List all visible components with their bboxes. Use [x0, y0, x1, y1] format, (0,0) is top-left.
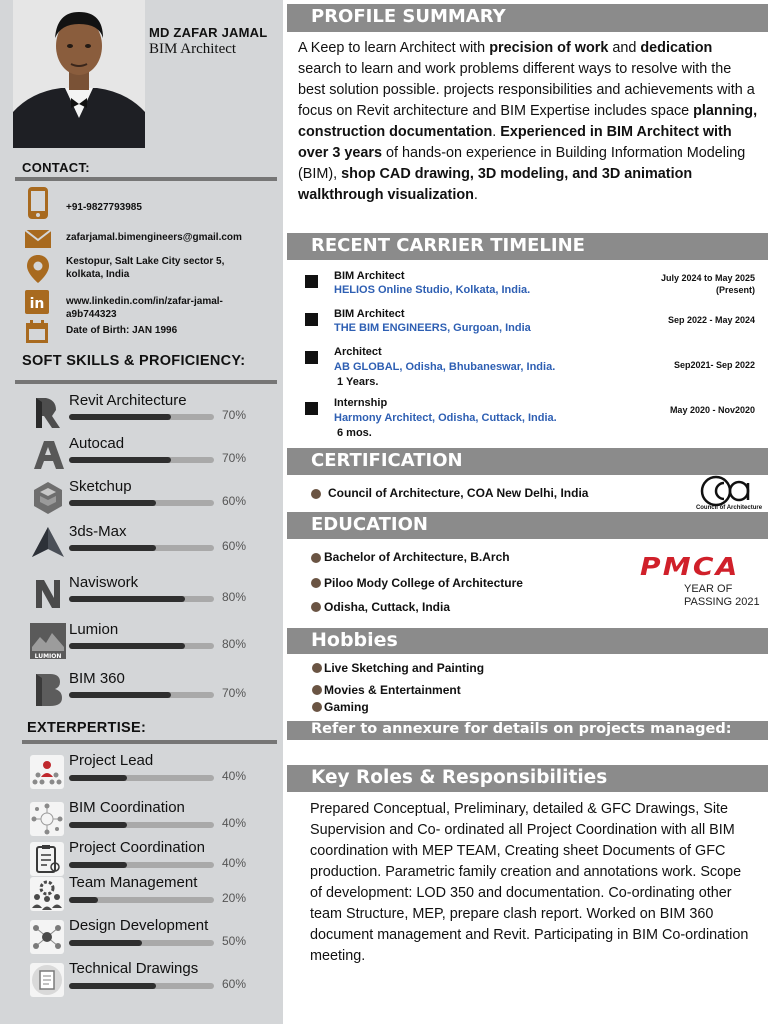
education-band — [287, 512, 768, 539]
annexure-band — [287, 721, 768, 740]
expertise-bar-fill — [69, 940, 142, 946]
skill-bar — [69, 500, 214, 506]
skill-bim360 — [30, 672, 270, 718]
skill-percent: 80% — [222, 637, 247, 651]
expertise-percent: 50% — [222, 934, 247, 948]
timeline-role: Architect — [334, 346, 382, 358]
profile-summary-text: A Keep to learn Architect with precision of work and dedication search to learn and work problems different ways to resolve with the best solution possible. projects responsibilities and achievements with a focus on Revit architecture and BIM Expertise includes space planning, construction documentation. Experienced in BIM Architect with over 3 years of hands-on experience in Building Information Modeling (BIM), shop CAD drawing, 3D modeling, and 3D animation walkthrough visualization. — [298, 40, 758, 203]
expertise-percent: 60% — [222, 977, 247, 991]
hobby-bullet — [312, 685, 322, 695]
timeline-item — [305, 346, 755, 386]
expertise-bar-fill — [69, 822, 127, 828]
education-bullet — [311, 578, 321, 588]
timeline-date — [668, 314, 755, 326]
expertise-name: Project Lead — [69, 752, 154, 769]
skill-percent: 70% — [222, 408, 247, 422]
timeline-duration: 1 Years. — [337, 376, 379, 388]
roles-text: Prepared Conceptual, Preliminary, detailed & GFC Drawings, Site Supervision and Co- ordinated all Project Coordination with all BIM coordination with MEP TEAM, Creating sheet Documents of GFC production. Parametric family creation and annotations work. Scope of development: LOD 350 and documentation. Co-ordinating other team Structure, MEP, prepare clash report. Worked on BIM 360 document management and Revit. Participating in BIM Co-ordination meeting. — [310, 801, 749, 964]
bim-network-icon — [30, 802, 64, 836]
bim360-icon — [30, 672, 66, 708]
location-pin-icon — [25, 254, 51, 280]
calendar-icon — [25, 320, 51, 346]
lumion-icon-text: LUMION — [34, 653, 62, 659]
expertise-name: Project Coordination — [69, 839, 205, 856]
expertise-team-management — [30, 874, 270, 917]
expertise-heading: EXTERPERTISE: — [27, 720, 147, 736]
timeline-role: BIM Architect — [334, 308, 405, 320]
contact-divider — [15, 177, 277, 181]
skill-percent: 70% — [222, 451, 247, 465]
skill-name: Naviswork — [69, 574, 139, 591]
certification-bullet — [311, 489, 321, 499]
design-network-icon — [30, 920, 64, 954]
skill-bar-fill — [69, 457, 171, 463]
expertise-percent: 20% — [222, 891, 247, 905]
expertise-name: Design Development — [69, 917, 209, 934]
skill-bar-fill — [69, 596, 185, 602]
hobby-bullet — [312, 702, 322, 712]
address-line-1: Kestopur, Salt Lake City sector 5, — [66, 256, 225, 267]
skill-revit — [30, 394, 270, 440]
date-of-birth: Date of Birth: JAN 1996 — [66, 325, 178, 336]
education-bullet — [311, 602, 321, 612]
expertise-name: Team Management — [69, 874, 198, 891]
autocad-icon — [30, 437, 66, 473]
certification-band — [287, 448, 768, 475]
skill-bar-fill — [69, 500, 156, 506]
phone-icon — [27, 186, 49, 220]
skill-name: Sketchup — [69, 478, 132, 495]
timeline-date-line-1: July 2024 to May 2025 — [660, 273, 755, 283]
timeline-company: HELIOS Online Studio, Kolkata, India. — [334, 284, 531, 296]
education-heading: EDUCATION — [311, 514, 428, 535]
contact-heading: CONTACT: — [22, 160, 90, 175]
pmca-logo: PMCA — [640, 552, 740, 581]
timeline-date-line-1: Sep 2022 - May 2024 — [667, 315, 755, 325]
skill-bar-fill — [69, 692, 171, 698]
hobbies-band — [287, 628, 768, 654]
skill-percent: 80% — [222, 590, 247, 604]
timeline-role: Internship — [334, 397, 388, 409]
address-line-2: kolkata, India — [66, 269, 130, 280]
skill-percent: 60% — [222, 494, 247, 508]
person-name: MD ZAFAR JAMAL — [149, 25, 268, 40]
team-lead-icon — [30, 755, 64, 789]
timeline-item — [305, 397, 755, 437]
phone-number[interactable]: +91-9827793985 — [66, 202, 142, 213]
expertise-bar-fill — [69, 983, 156, 989]
skill-bar — [69, 692, 214, 698]
skills-heading: SOFT SKILLS & PROFICIENCY: — [22, 353, 246, 369]
expertise-name: Technical Drawings — [69, 960, 199, 977]
expertise-bar — [69, 862, 214, 868]
skill-bar-fill — [69, 643, 185, 649]
timeline-band — [287, 233, 768, 260]
skill-3ds-max — [30, 525, 270, 571]
skill-bar — [69, 457, 214, 463]
timeline-bullet — [305, 402, 318, 415]
timeline-item — [305, 308, 755, 348]
year-of-passing-line-1: YEAR OF — [684, 583, 733, 595]
roles-band — [287, 765, 768, 792]
profile-summary-band — [287, 4, 768, 32]
skill-bar — [69, 596, 214, 602]
skill-name: BIM 360 — [69, 670, 125, 687]
education-item: Bachelor of Architecture, B.Arch — [324, 550, 510, 564]
coa-logo-caption: Council of Architecture — [695, 505, 763, 511]
skill-name: Autocad — [69, 435, 125, 452]
skill-navisworks — [30, 576, 270, 622]
expertise-bar — [69, 940, 214, 946]
annexure-note: Refer to annexure for details on projects managed: — [311, 721, 732, 737]
expertise-bar — [69, 775, 214, 781]
expertise-design-development — [30, 917, 270, 960]
hobbies-heading: Hobbies — [311, 629, 398, 651]
person-title: BIM Architect — [149, 41, 237, 57]
revit-icon — [30, 394, 66, 430]
timeline-item — [305, 270, 755, 310]
hobby-item: Gaming — [324, 700, 369, 714]
skill-bar-fill — [69, 545, 156, 551]
skills-divider — [15, 380, 277, 384]
expertise-percent: 40% — [222, 769, 247, 783]
timeline-date — [674, 359, 755, 371]
hobby-item: Live Sketching and Painting — [324, 661, 485, 675]
linkedin-url-line-2[interactable]: a9b744323 — [66, 309, 117, 320]
skill-bar — [69, 414, 214, 420]
expertise-divider — [22, 740, 277, 744]
skill-autocad — [30, 437, 270, 483]
education-item: Odisha, Cuttack, India — [324, 600, 451, 614]
svg-text:in: in — [29, 296, 45, 312]
email-address[interactable]: zafarjamal.bimengineers@gmail.com — [66, 232, 242, 243]
roles-heading: Key Roles & Responsibilities — [311, 767, 608, 788]
timeline-company: THE BIM ENGINEERS, Gurgoan, India — [334, 322, 531, 334]
certification-heading: CERTIFICATION — [311, 450, 463, 471]
expertise-project-lead — [30, 752, 270, 795]
expertise-bar — [69, 897, 214, 903]
hobby-bullet — [312, 663, 322, 673]
timeline-date — [661, 272, 755, 296]
skill-percent: 70% — [222, 686, 247, 700]
skill-name: 3ds-Max — [69, 523, 127, 540]
timeline-date-line-1: May 2020 - Nov2020 — [669, 405, 755, 415]
linkedin-url-line-1[interactable]: www.linkedin.com/in/zafar-jamal- — [66, 296, 223, 307]
lumion-icon — [30, 623, 66, 659]
profile-summary-heading: PROFILE SUMMARY — [311, 6, 506, 27]
skill-name: Revit Architecture — [69, 392, 187, 409]
timeline-bullet — [305, 275, 318, 288]
mail-icon — [25, 230, 51, 256]
team-gear-icon — [30, 877, 64, 911]
education-item: Piloo Mody College of Architecture — [324, 576, 523, 590]
education-bullet — [311, 553, 321, 563]
timeline-company: Harmony Architect, Odisha, Cuttack, India. — [334, 412, 557, 424]
skill-sketchup — [30, 480, 270, 526]
expertise-bar-fill — [69, 862, 127, 868]
expertise-bar-fill — [69, 897, 98, 903]
timeline-duration: 6 mos. — [337, 427, 372, 439]
expertise-bar — [69, 822, 214, 828]
profile-photo — [13, 0, 145, 148]
timeline-company: AB GLOBAL, Odisha, Bhubaneswar, India. — [334, 361, 556, 373]
expertise-bim-coordination — [30, 799, 270, 842]
clipboard-icon — [30, 842, 64, 876]
timeline-role: BIM Architect — [334, 270, 405, 282]
coa-logo — [690, 474, 768, 516]
sketchup-icon — [30, 480, 66, 516]
expertise-percent: 40% — [222, 816, 247, 830]
skill-bar-fill — [69, 414, 171, 420]
year-of-passing-line-2: PASSING 2021 — [684, 596, 760, 608]
expertise-name: BIM Coordination — [69, 799, 185, 816]
timeline-date-line-1: Sep2021- Sep 2022 — [673, 360, 755, 370]
linkedin-icon — [25, 290, 51, 316]
timeline-date — [670, 404, 755, 416]
skill-bar — [69, 643, 214, 649]
certification-item: Council of Architecture, COA New Delhi, India — [328, 486, 589, 500]
document-icon — [30, 963, 64, 997]
expertise-technical-drawings — [30, 960, 270, 1003]
skill-bar — [69, 545, 214, 551]
timeline-bullet — [305, 313, 318, 326]
sidebar — [0, 0, 283, 1024]
timeline-date-line-2: (Present) — [715, 285, 755, 295]
hobby-item: Movies & Entertainment — [324, 683, 461, 697]
skill-name: Lumion — [69, 621, 119, 638]
timeline-heading: RECENT CARRIER TIMELINE — [311, 235, 585, 256]
expertise-bar — [69, 983, 214, 989]
skill-lumion — [30, 623, 270, 669]
skill-percent: 60% — [222, 539, 247, 553]
expertise-percent: 40% — [222, 856, 247, 870]
timeline-bullet — [305, 351, 318, 364]
expertise-bar-fill — [69, 775, 127, 781]
3ds-max-icon — [30, 525, 66, 561]
navisworks-icon — [30, 576, 66, 612]
